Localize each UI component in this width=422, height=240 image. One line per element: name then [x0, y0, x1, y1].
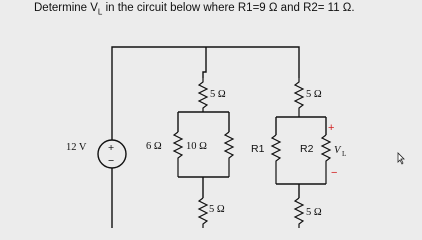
label-6: 6 Ω — [146, 141, 162, 152]
resistor-top-right — [295, 78, 303, 117]
label-r2: R2 — [300, 143, 314, 155]
vl-plus: + — [328, 122, 335, 134]
question-tail: in the circuit below where R1=9 Ω and R2= 11 Ω. — [102, 2, 355, 14]
label-bottom-mid: 5 Ω — [209, 204, 225, 215]
label-r1: R1 — [251, 143, 265, 155]
resistor-r1 — [272, 135, 280, 184]
resistor-6 — [174, 132, 182, 177]
vl-subscript: L — [342, 150, 347, 158]
question-subscript: L — [97, 7, 103, 17]
resistor-r2 — [322, 135, 330, 184]
label-10: 10 Ω — [186, 141, 207, 152]
resistor-top-mid — [199, 78, 207, 112]
vl-minus: − — [331, 167, 338, 179]
label-top-mid: 5 Ω — [210, 89, 226, 100]
label-top-right: 5 Ω — [306, 89, 322, 100]
resistor-10 — [225, 132, 233, 177]
resistor-bottom-right — [295, 198, 303, 228]
source-minus: − — [108, 155, 115, 167]
label-bottom-right: 5 Ω — [306, 207, 322, 218]
wire-top-mid-branch — [203, 47, 206, 78]
source-plus: + — [108, 142, 115, 154]
resistor-bottom-mid — [199, 198, 207, 228]
vl-symbol: V — [334, 145, 341, 156]
mouse-cursor-icon — [398, 153, 404, 164]
question-lead: Determine V — [34, 2, 98, 14]
source-label: 12 V — [66, 142, 87, 153]
